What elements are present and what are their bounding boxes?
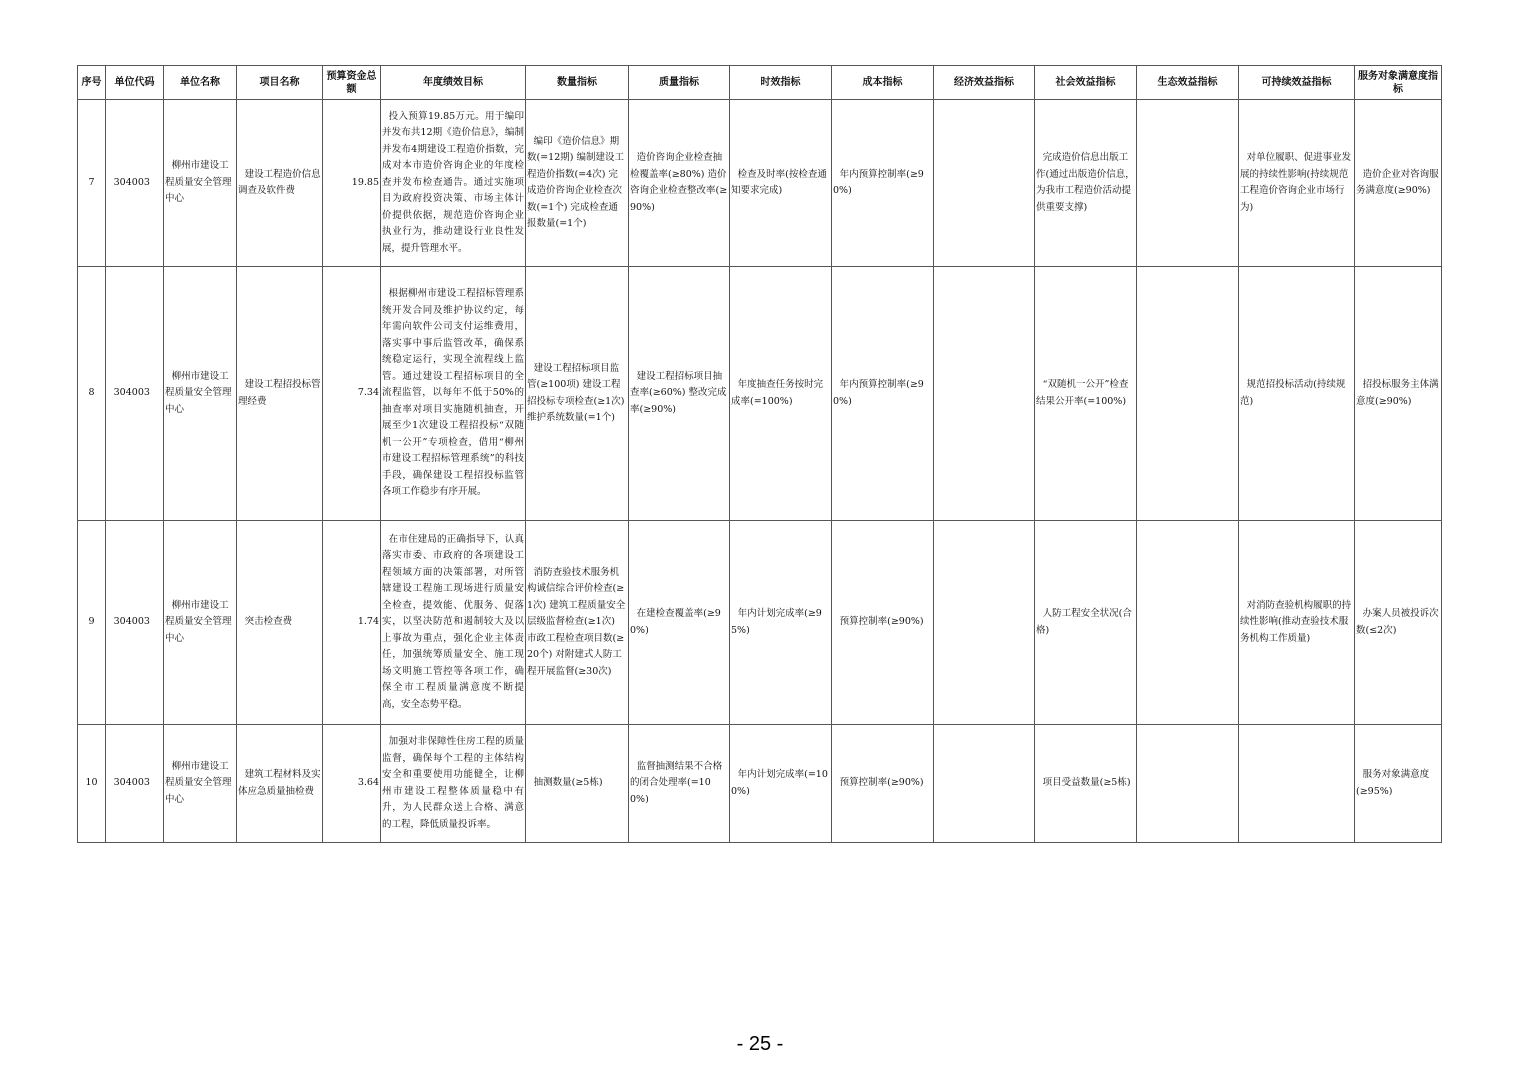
- cell-timeliness: 检查及时率(按检查通知要求完成): [730, 100, 832, 267]
- cell-budget: 7.34: [323, 267, 381, 521]
- cell-quantity: 建设工程招标项目监管(≥100项) 建设工程招投标专项检查(≥1次) 维护系统数量(=1个): [526, 267, 629, 521]
- cell-economic: [934, 725, 1035, 843]
- cell-project-name: 建设工程造价信息调查及软件费: [237, 100, 323, 267]
- performance-goals-table: [77, 65, 1442, 843]
- cell-annual-goal: 加强对非保障性住房工程的质量监督，确保每个工程的主体结构安全和重要使用功能健全，让柳州市建设工程整体质量稳中有升，为人民群众送上合格、满意的工程，降低质量投诉率。: [381, 725, 526, 843]
- cell-project-name: 建设工程招投标管理经费: [237, 267, 323, 521]
- cell-unit-name: 柳州市建设工程质量安全管理中心: [164, 100, 237, 267]
- header-unit-name: 单位名称: [164, 66, 237, 100]
- table-row: [78, 100, 1442, 267]
- cell-cost: 预算控制率(≥90%): [832, 521, 934, 725]
- cell-satisfaction: 招投标服务主体满意度(≥90%): [1355, 267, 1442, 521]
- cell-budget: 19.85: [323, 100, 381, 267]
- cell-timeliness: 年度抽查任务按时完成率(=100%): [730, 267, 832, 521]
- table-row: [78, 521, 1442, 725]
- cell-quantity: 消防查验技术服务机构诚信综合评价检查(≥1次) 建筑工程质量安全层级监督检查(≥1次) 市政工程检查项目数(≥20个) 对附建式人防工程开展监督(≥30次): [526, 521, 629, 725]
- header-unit-code: 单位代码: [106, 66, 164, 100]
- cell-satisfaction: 办案人员被投诉次数(≤2次): [1355, 521, 1442, 725]
- header-satisfaction-indicator: 服务对象满意度指标: [1355, 66, 1442, 100]
- cell-sustainable: 规范招投标活动(持续规范): [1239, 267, 1355, 521]
- cell-seq: 9: [78, 521, 106, 725]
- header-annual-goal: 年度绩效目标: [381, 66, 526, 100]
- header-social-indicator: 社会效益指标: [1035, 66, 1137, 100]
- cell-unit-code: 304003: [106, 521, 164, 725]
- cell-timeliness: 年内计划完成率(≥95%): [730, 521, 832, 725]
- header-project-name: 项目名称: [237, 66, 323, 100]
- cell-ecological: [1137, 725, 1239, 843]
- table-header-row: [78, 66, 1442, 100]
- table-row: [78, 267, 1442, 521]
- cell-satisfaction: 服务对象满意度(≥95%): [1355, 725, 1442, 843]
- cell-annual-goal: 投入预算19.85万元。用于编印并发布共12期《造价信息》，编制并发布4期建设工程造价指数，完成对本市造价咨询企业的年度检查并发布检查通告。通过实施项目为政府投资决策、市场主体计价提供依据，规范造价咨询企业执业行为，推动建设行业良性发展，提升管理水平。: [381, 100, 526, 267]
- cell-quality: 监督抽测结果不合格的闭合处理率(=100%): [629, 725, 730, 843]
- cell-unit-name: 柳州市建设工程质量安全管理中心: [164, 267, 237, 521]
- header-economic-indicator: 经济效益指标: [934, 66, 1035, 100]
- cell-budget: 1.74: [323, 521, 381, 725]
- cell-quality: 建设工程招标项目抽查率(≥60%) 整改完成率(≥90%): [629, 267, 730, 521]
- cell-unit-code: 304003: [106, 725, 164, 843]
- cell-ecological: [1137, 267, 1239, 521]
- cell-social: 项目受益数量(≥5栋): [1035, 725, 1137, 843]
- cell-seq: 8: [78, 267, 106, 521]
- header-quantity-indicator: 数量指标: [526, 66, 629, 100]
- cell-unit-code: 304003: [106, 267, 164, 521]
- cell-project-name: 突击检查费: [237, 521, 323, 725]
- cell-annual-goal: 根据柳州市建设工程招标管理系统开发合同及维护协议约定，每年需向软件公司支付运维费用，落实事中事后监管改革，确保系统稳定运行，实现全流程线上监管。通过建设工程招标项目的全流程监管，以每年不低于50%的抽查率对项目实施随机抽查，开展至少1次建设工程招投标“双随机一公开”专项检查，借用“柳州市建设工程招标管理系统”的科技手段，确保建设工程招投标监管各项工作稳步有序开展。: [381, 267, 526, 521]
- cell-unit-code: 304003: [106, 100, 164, 267]
- cell-quantity: 编印《造价信息》期数(=12期) 编制建设工程造价指数(=4次) 完成造价咨询企业检查次数(=1个) 完成检查通报数量(=1个): [526, 100, 629, 267]
- cell-quality: 在建检查覆盖率(≥90%): [629, 521, 730, 725]
- cell-annual-goal: 在市住建局的正确指导下，认真落实市委、市政府的各项建设工程领域方面的决策部署，对所管辖建设工程施工现场进行质量安全检查，提效能、优服务、促落实，以坚决防范和遏制较大及以上事故为重点，强化企业主体责任，加强统筹质量安全、施工现场文明施工管控等各项工作，确保全市工程质量满意度不断提高，安全态势平稳。: [381, 521, 526, 725]
- cell-social: 完成造价信息出版工作(通过出版造价信息，为我市工程造价活动提供重要支撑): [1035, 100, 1137, 267]
- cell-unit-name: 柳州市建设工程质量安全管理中心: [164, 725, 237, 843]
- cell-social: “双随机一公开”检查结果公开率(=100%): [1035, 267, 1137, 521]
- header-sustainable-indicator: 可持续效益指标: [1239, 66, 1355, 100]
- cell-ecological: [1137, 100, 1239, 267]
- header-seq: 序号: [78, 66, 106, 100]
- cell-cost: 预算控制率(≥90%): [832, 725, 934, 843]
- header-budget: 预算资金总额: [323, 66, 381, 100]
- cell-quantity: 抽测数量(≥5栋): [526, 725, 629, 843]
- cell-economic: [934, 521, 1035, 725]
- cell-quality: 造价咨询企业检查抽检覆盖率(≥80%) 造价咨询企业检查整改率(≥90%): [629, 100, 730, 267]
- header-timeliness-indicator: 时效指标: [730, 66, 832, 100]
- table-row: [78, 725, 1442, 843]
- cell-sustainable: 对消防查验机构履职的持续性影响(推动查验技术服务机构工作质量): [1239, 521, 1355, 725]
- cell-seq: 7: [78, 100, 106, 267]
- cell-cost: 年内预算控制率(≥90%): [832, 267, 934, 521]
- cell-sustainable: [1239, 725, 1355, 843]
- cell-seq: 10: [78, 725, 106, 843]
- cell-ecological: [1137, 521, 1239, 725]
- cell-budget: 3.64: [323, 725, 381, 843]
- cell-timeliness: 年内计划完成率(=100%): [730, 725, 832, 843]
- cell-sustainable: 对单位履职、促进事业发展的持续性影响(持续规范工程造价咨询企业市场行为): [1239, 100, 1355, 267]
- cell-project-name: 建筑工程材料及实体应急质量抽检费: [237, 725, 323, 843]
- page-number: - 25 -: [736, 1033, 784, 1055]
- cell-cost: 年内预算控制率(≥90%): [832, 100, 934, 267]
- cell-satisfaction: 造价企业对咨询服务满意度(≥90%): [1355, 100, 1442, 267]
- cell-economic: [934, 267, 1035, 521]
- header-ecological-indicator: 生态效益指标: [1137, 66, 1239, 100]
- cell-social: 人防工程安全状况(合格): [1035, 521, 1137, 725]
- header-cost-indicator: 成本指标: [832, 66, 934, 100]
- cell-economic: [934, 100, 1035, 267]
- header-quality-indicator: 质量指标: [629, 66, 730, 100]
- cell-unit-name: 柳州市建设工程质量安全管理中心: [164, 521, 237, 725]
